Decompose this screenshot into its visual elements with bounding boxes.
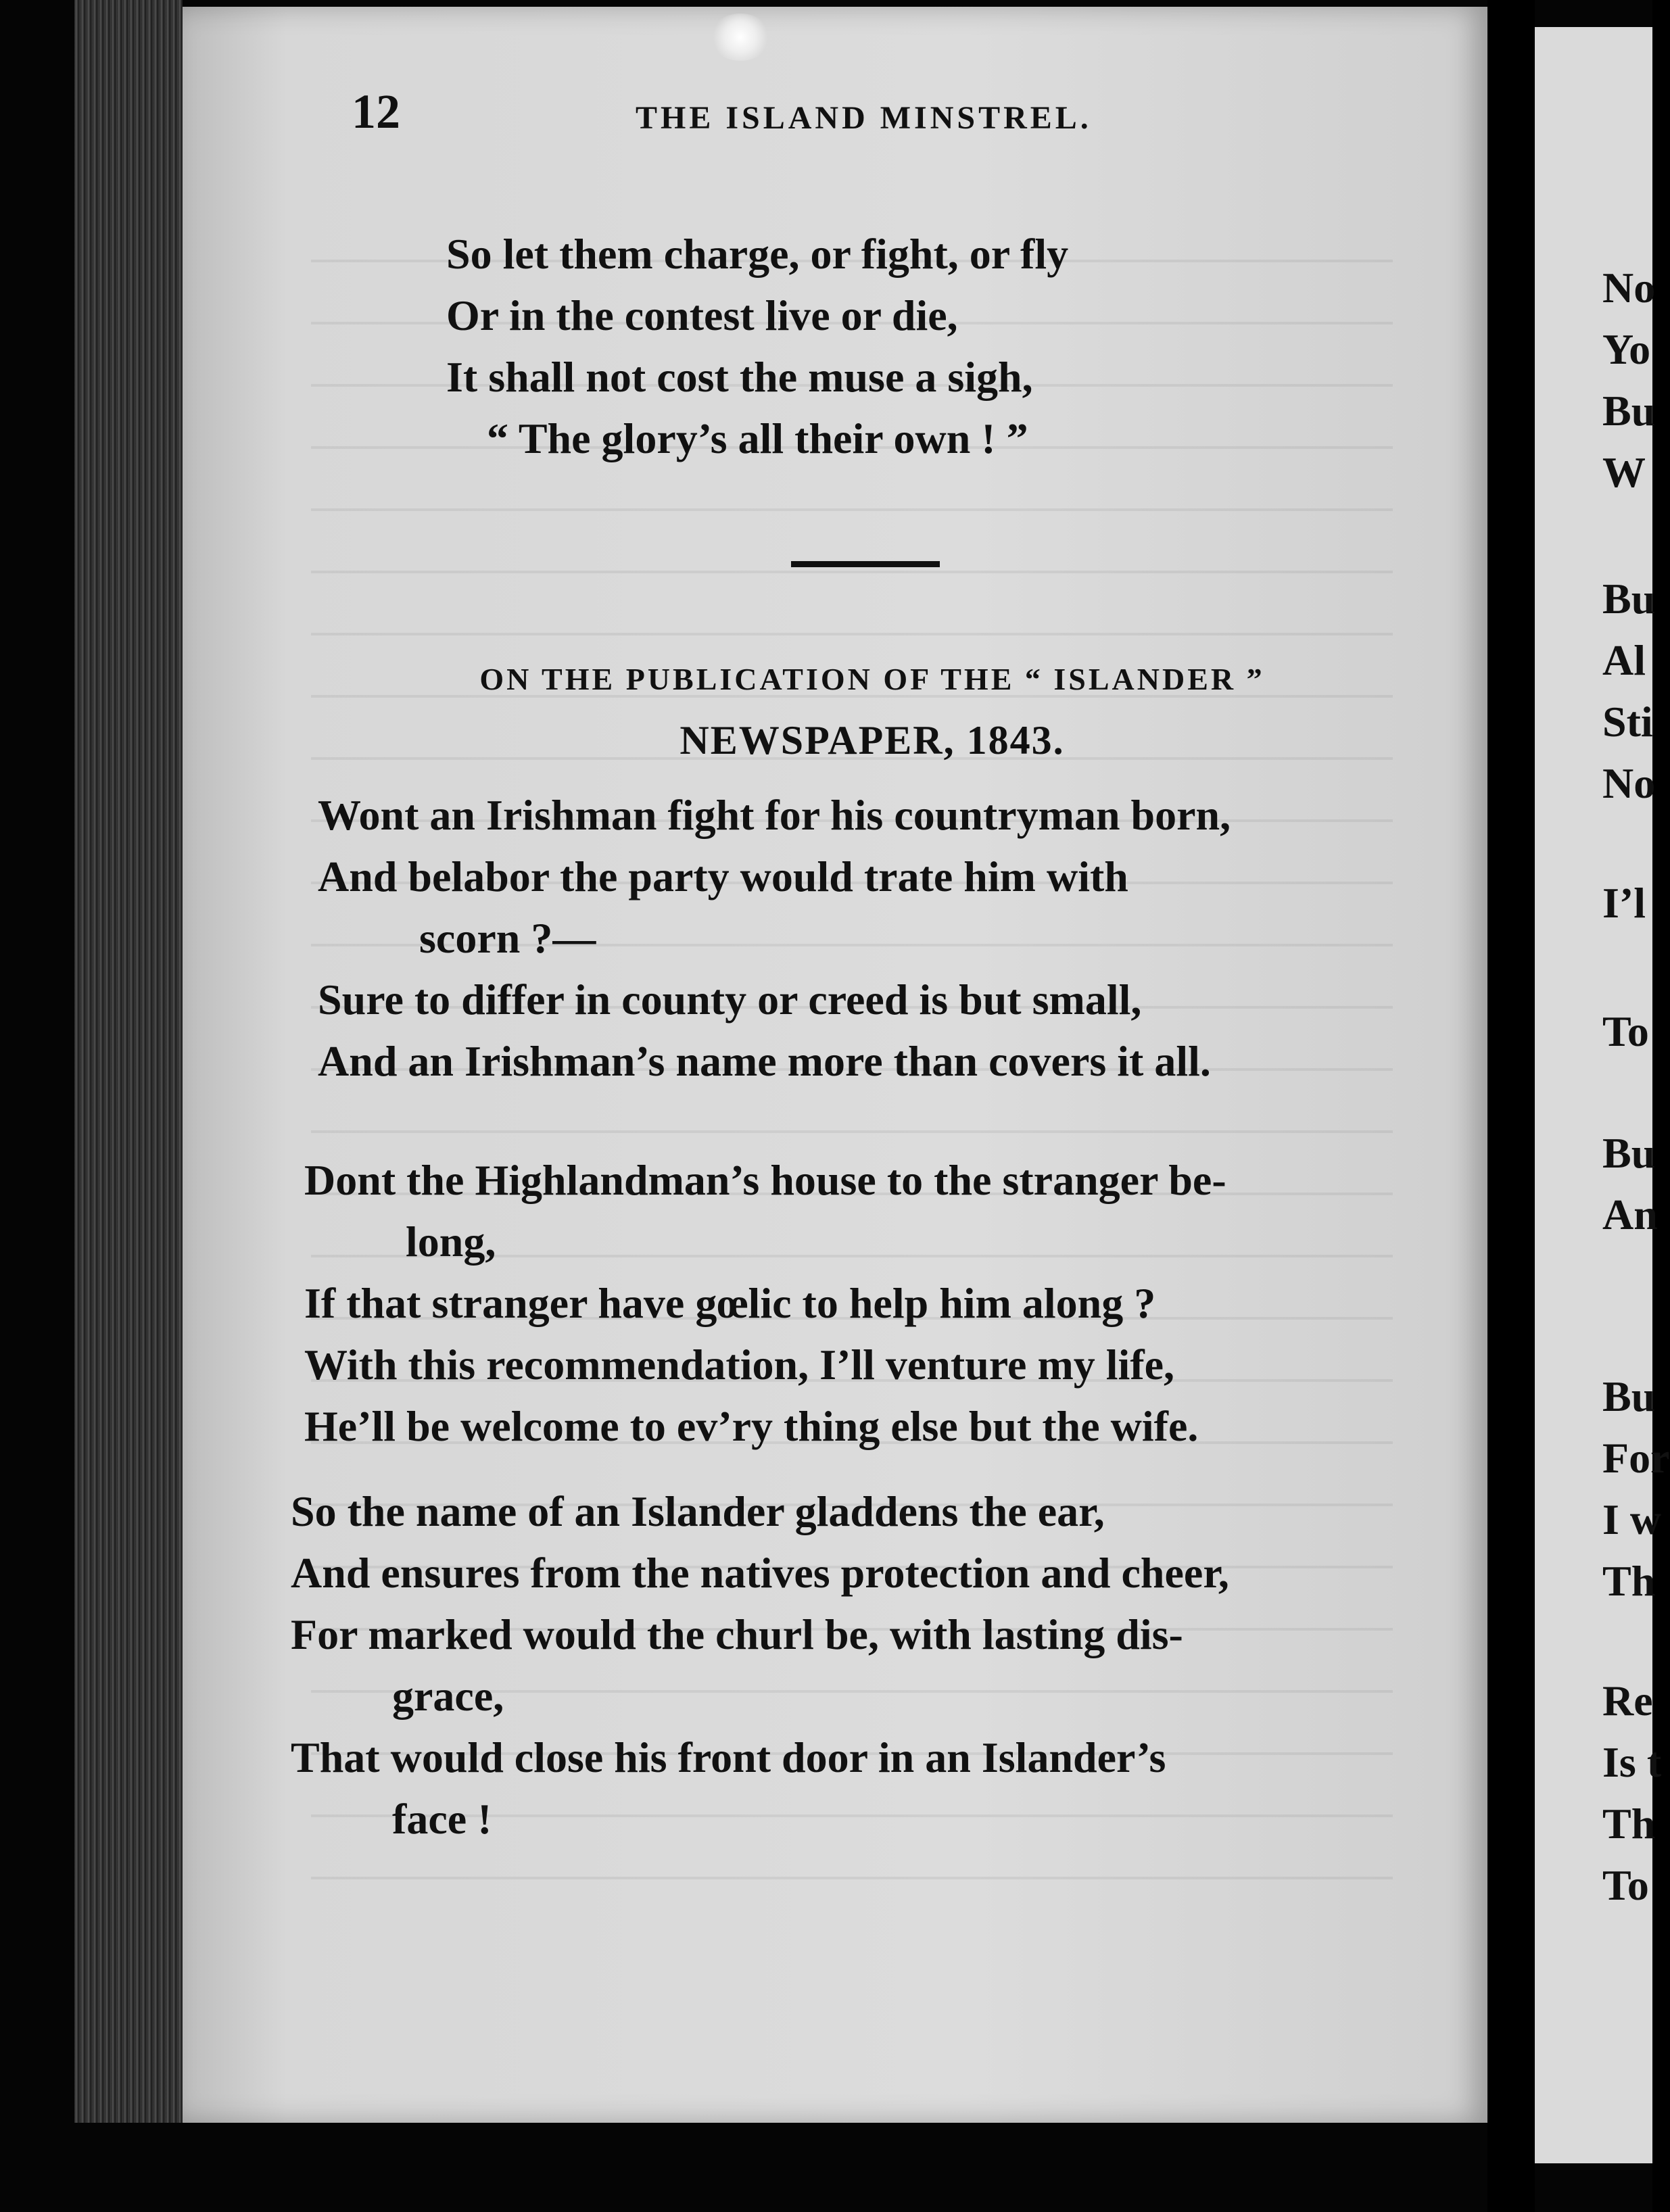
- paper-blemish: [710, 14, 771, 61]
- fragment-line: Th: [1602, 1800, 1656, 1848]
- fragment-line: I w: [1602, 1495, 1662, 1543]
- page-number: 12: [352, 85, 400, 139]
- right-page-fragments-1: [1602, 257, 1656, 503]
- fragment-line: Is t: [1602, 1738, 1662, 1786]
- verse-line: Sure to differ in county or creed is but small,: [318, 976, 1142, 1024]
- fragment-line: W: [1602, 448, 1646, 496]
- page-gutter: [1487, 0, 1535, 2212]
- right-page-fragments-7: [1602, 1670, 1662, 1916]
- poem-title: [392, 649, 1352, 771]
- verse-line: Dont the Highlandman’s house to the stranger be-: [304, 1156, 1226, 1204]
- running-title: THE ISLAND MINSTREL.: [636, 100, 1092, 136]
- right-page-fragments-2: [1602, 568, 1656, 814]
- verse-line: Or in the contest live or die,: [446, 291, 958, 339]
- verse-line: So let them charge, or fight, or fly: [446, 230, 1069, 278]
- verse-line: grace,: [392, 1672, 504, 1720]
- right-page-fragments-3: [1602, 872, 1652, 934]
- verse-line: Wont an Irishman fight for his countryman born,: [318, 791, 1231, 839]
- verse-line: He’ll be welcome to ev’ry thing else but the wife.: [304, 1402, 1199, 1450]
- fragment-line: Bu: [1602, 575, 1656, 623]
- right-page-fragments-6: [1602, 1366, 1670, 1612]
- verse-line: So the name of an Islander gladdens the ear,: [291, 1487, 1105, 1535]
- verse-line: It shall not cost the muse a sigh,: [446, 353, 1033, 401]
- fragment-line: To: [1602, 1861, 1649, 1909]
- fragment-line: Al: [1602, 636, 1646, 684]
- fragment-line: Th: [1602, 1557, 1656, 1605]
- verse-line: scorn ?—: [419, 914, 596, 962]
- fragment-line: Bu: [1602, 387, 1656, 435]
- verse-line: “ The glory’s all their own ! ”: [487, 414, 1028, 462]
- poem-stanza-3: [291, 1481, 1229, 1850]
- fragment-line: No: [1602, 264, 1656, 312]
- fragment-line: Re: [1602, 1677, 1653, 1725]
- poem-title-line: NEWSPAPER, 1843.: [679, 718, 1065, 763]
- fragment-line: Bu: [1602, 1372, 1656, 1420]
- fragment-line: I’l: [1602, 879, 1646, 927]
- fragment-line: Bu: [1602, 1129, 1656, 1177]
- fragment-line: Sti: [1602, 698, 1653, 746]
- fragment-line: For: [1602, 1434, 1670, 1482]
- section-divider: [791, 561, 940, 567]
- fragment-line: An: [1602, 1191, 1658, 1239]
- verse-line: And an Irishman’s name more than covers it all.: [318, 1037, 1211, 1085]
- closing-stanza: [446, 223, 1068, 469]
- fragment-line: Yo: [1602, 325, 1651, 373]
- poem-stanza-1: [318, 784, 1231, 1092]
- fragment-line: No: [1602, 759, 1656, 807]
- book-binding: [74, 0, 183, 2123]
- verse-line: For marked would the churl be, with lasting dis-: [291, 1610, 1183, 1658]
- verse-line: long,: [406, 1218, 496, 1266]
- verse-line: And belabor the party would trate him with: [318, 852, 1128, 900]
- right-page-fragments-4: [1602, 1001, 1652, 1062]
- verse-line: That would close his front door in an Islander’s: [291, 1733, 1166, 1781]
- verse-line: With this recommendation, I’ll venture my life,: [304, 1341, 1175, 1389]
- running-head: [338, 74, 1514, 149]
- poem-title-line: ON THE PUBLICATION OF THE “ ISLANDER ”: [479, 662, 1265, 696]
- poem-stanza-2: [304, 1149, 1226, 1457]
- verse-line: And ensures from the natives protection and cheer,: [291, 1549, 1229, 1597]
- verse-line: If that stranger have gœlic to help him along ?: [304, 1279, 1156, 1327]
- fragment-line: To: [1602, 1007, 1649, 1055]
- right-page-fragments-5: [1602, 1122, 1658, 1245]
- verse-line: face !: [392, 1795, 492, 1843]
